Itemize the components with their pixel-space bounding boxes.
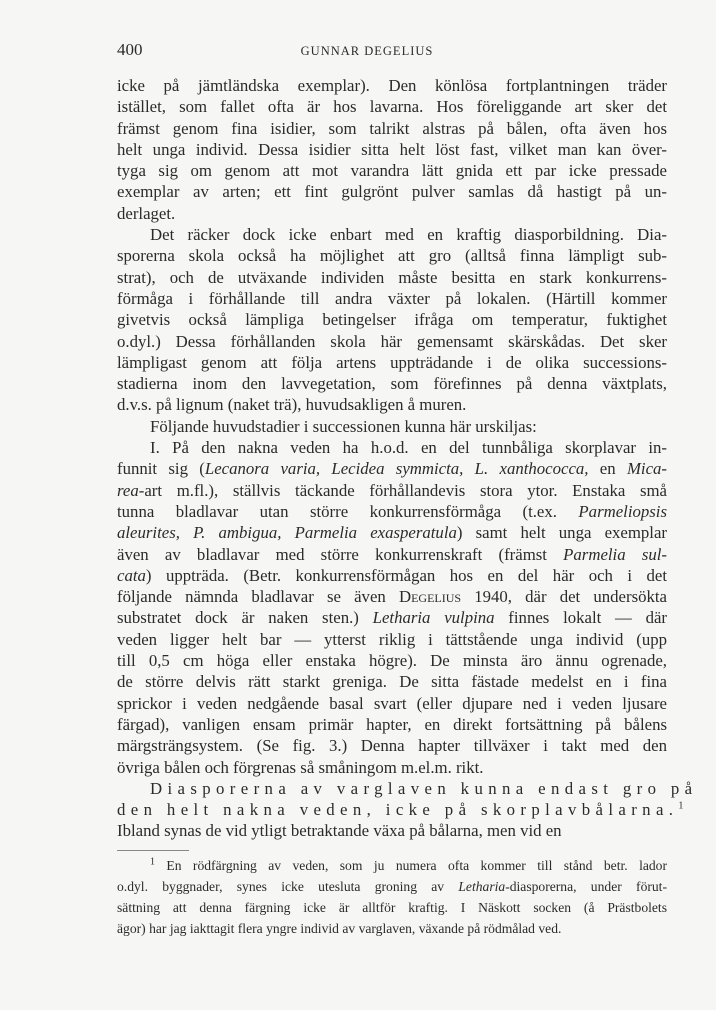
footnote (117, 855, 667, 939)
text-run: sporerna skola också ha möjlighet att gro (alltså finna lämpligt sub- (117, 246, 667, 266)
text-line (117, 224, 667, 245)
text-run: sättning att denna färgning icke är alltför kraftig. I Näskott socken (å Prästbolets (117, 900, 667, 915)
text-run: även av bladlavar med större konkurrenskraft (främst (117, 544, 564, 564)
text-run: ägor) har jag iakttagit flera yngre individ av varglaven, växande på rödmålad ved. (117, 921, 562, 936)
italic-run: Letharia (458, 879, 506, 894)
text-line (117, 876, 667, 897)
text-line (117, 855, 667, 876)
italic-run: Letharia vulpina (372, 608, 495, 628)
text-line (117, 480, 667, 501)
text-line (117, 544, 667, 565)
text-run: sprickor i veden nedgående basal svart (eller djupare ned i veden ljusare (117, 693, 667, 713)
text-run: givetvis också lämpliga betingelser ifråga om temperatur, fuktighet (117, 310, 667, 330)
small-caps-run: Degelius (398, 587, 462, 607)
text-run: ) samt helt unga exemplar (456, 523, 667, 543)
text-line (117, 437, 667, 458)
text-run: exemplar av arten; ett fint gulgrönt pulver samlas då hastigt på un- (117, 182, 667, 202)
text-run: En rödfärgning av veden, som ju numera ofta kommer till stånd betr. lador (155, 858, 667, 873)
italic-run: rea (117, 480, 139, 500)
text-line (117, 331, 667, 352)
text-run: Ibland synas de vid ytligt betraktande växa på bålarna, men vid en (117, 821, 562, 841)
italic-run: cata (117, 565, 146, 585)
footnote-marker: 1 (678, 800, 684, 812)
text-run: o.dyl.) Dessa förhållanden skola här gemensamt skärskådas. Det sker (117, 331, 667, 351)
text-run: d.v.s. på lignum (naket trä), huvudsakligen å muren. (117, 395, 467, 415)
italic-run: Parmelia sul- (563, 544, 667, 564)
footnote-rule (117, 850, 189, 851)
text-line (117, 203, 667, 224)
italic-run: Lecanora varia, Lecidea symmicta, L. xanthococca, (204, 459, 589, 479)
text-run: ) uppträda. (Betr. konkurrensförmågan hos en del här och i det (145, 565, 667, 585)
text-line (117, 918, 667, 939)
text-line (117, 458, 667, 479)
text-run: funnit sig ( (117, 459, 205, 479)
text-run: icke på jämtländska exemplar). Den könlösa fortplantningen träder (117, 76, 667, 95)
body-text (117, 75, 698, 842)
footnote-marker: 1 (150, 856, 155, 868)
text-run: o.dyl. byggnader, synes icke utesluta groning av (117, 879, 459, 894)
text-run: -art m.fl.), ställvis täckande förhållandevis stora ytor. Enstaka små (138, 480, 667, 500)
text-line (117, 96, 667, 117)
text-line (117, 267, 667, 288)
text-run: derlaget. (117, 203, 176, 223)
text-run: tyga sig om genom att mot varandra lätt gnida ett par icke pressade (117, 161, 667, 181)
text-line (117, 181, 667, 202)
text-line (117, 522, 667, 543)
text-line (117, 565, 667, 586)
text-run: till 0,5 cm höga eller enstaka högre). De minsta äro ännu ogrenade, (117, 651, 667, 671)
text-line (117, 897, 667, 918)
text-line (117, 75, 667, 96)
text-line (117, 118, 667, 139)
text-line (117, 309, 667, 330)
italic-run: Mica- (626, 459, 668, 479)
text-run: veden ligger helt bar — ytterst riklig i tättstående unga individ (upp (117, 629, 667, 649)
text-run: en (588, 459, 627, 479)
text-line (117, 373, 667, 394)
text-line (117, 607, 667, 628)
text-run: följande nämnda bladlavar se även (117, 587, 399, 607)
text-line (117, 671, 667, 692)
text-run: märgsträngsystem. (Se fig. 3.) Denna hapter tillväxer i takt med den (117, 736, 667, 756)
text-run: Följande huvudstadier i successionen kunna här urskiljas: (150, 416, 537, 436)
text-line (117, 629, 667, 650)
text-line (117, 757, 667, 778)
text-run: främst genom fina isidier, som talrikt alstras på bålen, ofta även hos (117, 118, 667, 138)
text-line (117, 288, 667, 309)
text-run: Det räcker dock icke enbart med en kraftig diasporbildning. Dia- (150, 225, 667, 245)
text-line (117, 820, 667, 841)
text-run: -diasporerna, under förut- (505, 879, 667, 894)
text-line (117, 693, 667, 714)
text-run: 1940, där det undersökta (461, 587, 667, 607)
page-number: 400 (117, 40, 143, 59)
text-run: lämpligast genom att följa artens uppträdande i de olika successions- (117, 352, 667, 372)
text-line (117, 416, 667, 437)
text-line (117, 714, 667, 735)
text-run: I. På den nakna veden ha h.o.d. en del tunnbåliga skorplavar in- (150, 438, 667, 458)
text-line (117, 394, 667, 415)
text-run: strat), och de utväxande individen måste besitta en stark konkurrens- (117, 267, 667, 287)
text-line (117, 352, 667, 373)
text-line (117, 586, 667, 607)
text-run: övriga bålen och förgrenas så småningom m.el.m. rikt. (117, 757, 484, 777)
text-run: substratet dock är naken sten.) (117, 608, 373, 628)
text-run: de större delvis rätt starkt greniga. De sitta fästade medelst en i fina (117, 672, 667, 692)
text-run: stadierna inom den lavvegetation, som förefinnes på denna växtplats, (117, 374, 667, 394)
text-run: helt unga individ. Dessa isidier sitta helt löst fast, vilket man kan över- (117, 139, 667, 159)
text-run: förmåga i förhållande till andra växter på lokalen. (Härtill kommer (117, 288, 667, 308)
text-run: finnes lokalt — där (494, 608, 668, 628)
spaced-run: Diasporerna av varglaven kunna endast gro på (150, 778, 698, 798)
text-line (117, 245, 667, 266)
text-line (117, 735, 667, 756)
text-run: färgad), vanligen ensam primär hapter, en direkt fortsättning på bålens (117, 714, 667, 734)
text-run: tunna bladlavar utan större konkurrensförmåga (t.ex. (117, 501, 579, 521)
text-line (117, 139, 667, 160)
spaced-run: den helt nakna veden, icke på skorplavbålarna. (117, 800, 679, 820)
text-line (117, 160, 667, 181)
text-run: istället, som fallet ofta är hos lavarna. Hos föreliggande art sker det (117, 97, 667, 117)
text-line (117, 799, 684, 820)
italic-run: Parmeliopsis (578, 501, 667, 521)
italic-run: aleurites, P. ambigua, Parmelia exasperatula (117, 523, 457, 543)
text-line (117, 650, 667, 671)
text-line (117, 501, 667, 522)
text-line (117, 778, 698, 799)
running-head: GUNNAR DEGELIUS (300, 44, 434, 58)
